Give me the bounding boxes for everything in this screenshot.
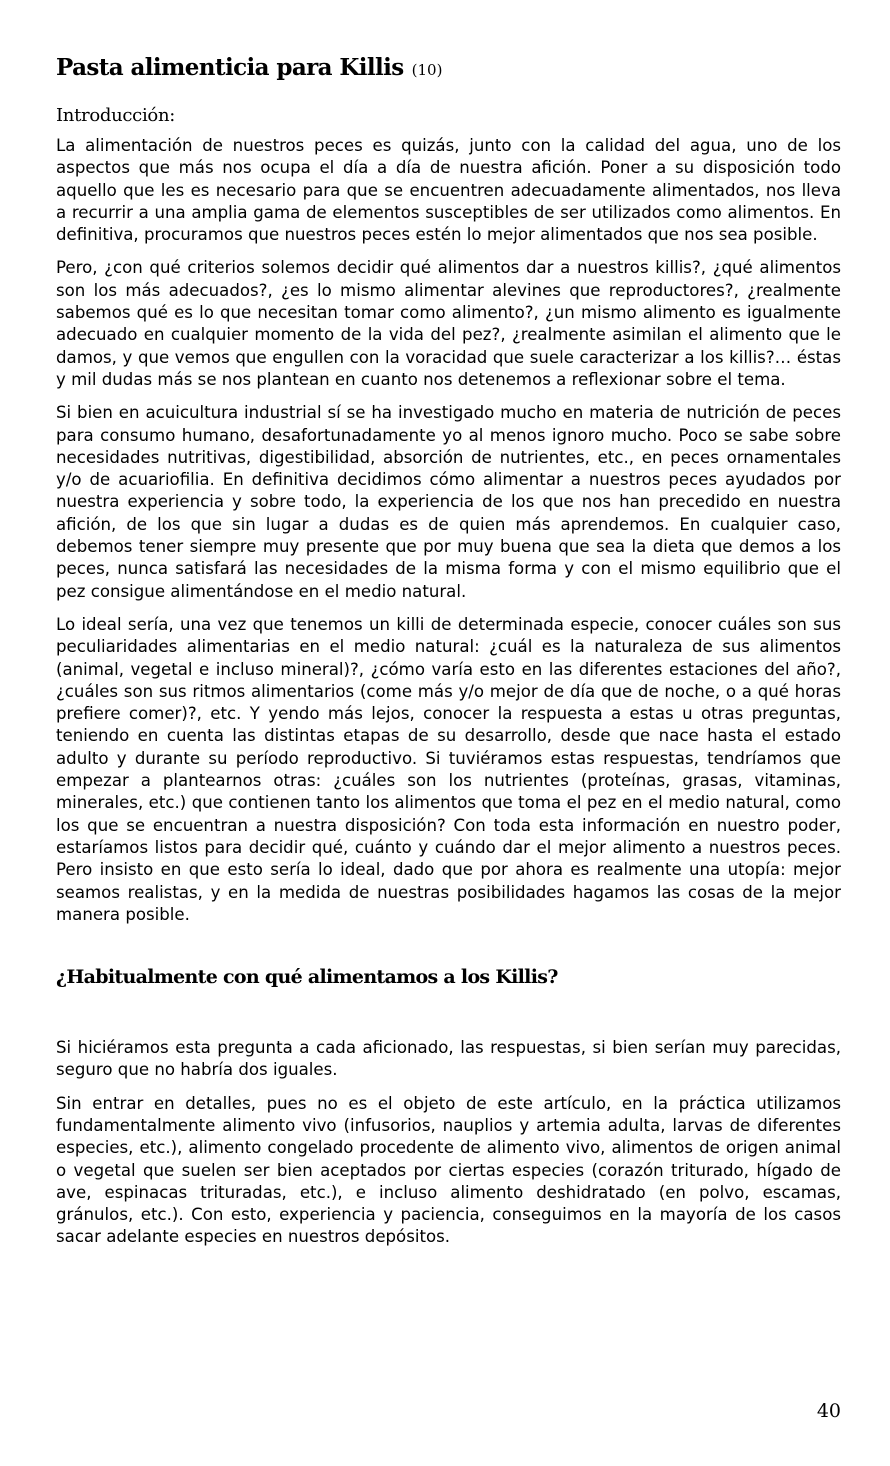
paragraph-section-1: Si hiciéramos esta pregunta a cada aficionado, las respuestas, si bien serían muy parecidas, seguro que no habría dos iguales. — [56, 1038, 841, 1080]
document-page — [56, 52, 841, 1260]
page-title — [56, 52, 841, 86]
paragraph-intro-1: La alimentación de nuestros peces es quizás, junto con la calidad del agua, uno de los aspectos que más nos ocupa el día a día de nuestra afición. Poner a su disposición todo aquello que les es necesario para que se encuentren adecuadamente alimentados, nos lleva a recurrir a una amplia gama de elementos susceptibles de ser utilizados como alimentos. En definitiva, procuramos que nuestros peces estén lo mejor alimentados que nos sea posible. — [56, 136, 841, 245]
paragraph-section-2: Sin entrar en detalles, pues no es el objeto de este artículo, en la práctica utilizamos fundamentalmente alimento vivo (infusorios, nauplios y artemia adulta, larvas de diferentes especies, etc.), alimento congelado procedente de alimento vivo, alimentos de origen animal o vegetal que suelen ser bien aceptados por ciertas especies (corazón triturado, hígado de ave, espinacas trituradas, etc.), e incluso alimento deshidratado (en polvo, escamas, gránulos, etc.). Con esto, experiencia y paciencia, conseguimos en la mayoría de los casos sacar adelante especies en nuestros depósitos. — [56, 1093, 841, 1247]
title-text: Pasta alimenticia para Killis — [56, 54, 404, 81]
section-heading: ¿Habitualmente con qué alimentamos a los Killis? — [56, 966, 558, 989]
paragraph-intro-4: Lo ideal sería, una vez que tenemos un killi de determinada especie, conocer cuáles son sus peculiaridades alimentarias en el medio natural: ¿cuál es la naturaleza de sus alimentos (animal, vegetal e incluso mineral)?, ¿cómo varía esto en las diferentes estaciones del año?, ¿cuáles son sus ritmos alimentarios (come más y/o mejor de día que de noche, o a qué horas prefiere comer)?, etc. Y yendo más lejos, conocer la respuesta a estas u otras preguntas, teniendo en cuenta las distintas etapas de su desarrollo, desde que nace hasta el estado adulto y durante su período reproductivo. Si tuviéramos estas respuestas, tendríamos que empezar a plantearnos otras: ¿cuáles son los nutrientes (proteínas, grasas, vitaminas, minerales, etc.) que contienen tanto los alimentos que toma el pez en el medio natural, como los que se encuentran a nuestra disposición? Con toda esta información en nuestro poder, estaríamos listos para decidir qué, cuánto y cuándo dar el mejor alimento a nuestros peces. Pero insisto en que esto sería lo ideal, dado que por ahora es realmente una utopía: mejor seamos realistas, y en la medida de nuestras posibilidades hagamos las cosas de la mejor manera posible. — [56, 614, 841, 924]
paragraph-intro-3: Si bien en acuicultura industrial sí se ha investigado mucho en materia de nutrición de peces para consumo humano, desafortunadamente yo al menos ignoro mucho. Poco se sabe sobre necesidades nutritivas, digestibilidad, absorción de nutrientes, etc., en peces ornamentales y/o de acuariofilia. En definitiva decidimos cómo alimentar a nuestros peces ayudados por nuestra experiencia y sobre todo, la experiencia de los que nos han precedido en nuestra afición, de los que sin lugar a dudas es de quien más aprendemos. En cualquier caso, debemos tener siempre muy presente que por muy buena que sea la dieta que demos a los peces, nunca satisfará las necesidades de la misma forma y con el mismo equilibrio que el pez consigue alimentándose en el medio natural. — [56, 403, 841, 601]
page-number: 40 — [816, 1400, 841, 1422]
intro-heading: Introducción: — [56, 105, 176, 126]
title-number: (10) — [411, 61, 443, 79]
paragraph-intro-2: Pero, ¿con qué criterios solemos decidir qué alimentos dar a nuestros killis?, ¿qué alimentos son los más adecuados?, ¿es lo mismo alimentar alevines que reproductores?, ¿realmente sabemos qué es lo que necesitan tomar como alimento?, ¿un mismo alimento es igualmente adecuado en cualquier momento de la vida del pez?, ¿realmente asimilan el alimento que le damos, y que vemos que engullen con la voracidad que suele caracterizar a los killis?… éstas y mil dudas más se nos plantean en cuanto nos detenemos a reflexionar sobre el tema. — [56, 258, 841, 389]
